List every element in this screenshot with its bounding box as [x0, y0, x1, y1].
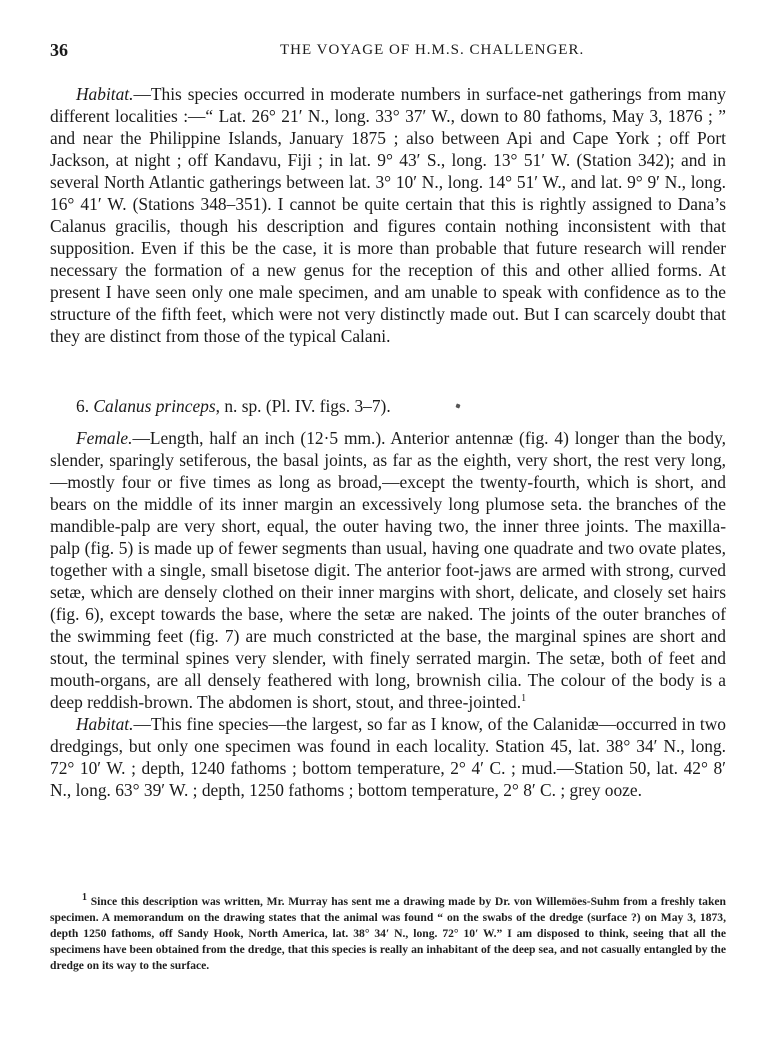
female-lead: Female.: [76, 428, 133, 448]
running-head: THE VOYAGE OF H.M.S. CHALLENGER.: [280, 42, 585, 58]
female-text: —Length, half an inch (12·5 mm.). Anterior antennæ (fig. 4) longer than the body, slender, sparingly setiferous, the basal joints, as far as the eighth, very short, the rest very long,—mostly four or five times as long as broad,—except the twenty-fourth, which is short, and bears on the middle of its inner margin an excessively long plumose seta. the branches of the mandible-palp are very short, equal, the outer having two, the inner three joints. The maxilla-palp (fig. 5) is made up of fewer segments than usual, having one quadrate and two ovate plates, together with a single, small bisetose digit. The anterior foot-jaws are armed with strong, curved setæ, which are densely clothed on their inner margins with short, delicate, and closely set hairs (fig. 6), except towards the base, where the setæ are naked. The joints of the outer branches of the swimming feet (fig. 7) are much constricted at the base, the marginal spines are short and stout, the terminal spines very slender, with finely serrated margin. The setæ, both of feet and mouth-organs, are all densely feathered with long, brownish cilia. The colour of the body is a deep reddish-brown. The abdomen is short, stout, and three-jointed.: [50, 428, 726, 712]
species-designation: , n. sp. (Pl. IV. figs. 3–7).: [215, 396, 391, 416]
body-text: [50, 83, 726, 801]
female-paragraph: [50, 427, 726, 713]
footnote-marker: 1: [82, 892, 87, 904]
page-header: [50, 40, 726, 64]
species-number: 6.: [76, 396, 90, 416]
species-name: Calanus princeps: [93, 396, 216, 416]
habitat-lead: Habitat.: [76, 84, 134, 104]
footnote-text: Since this description was written, Mr. Murray has sent me a drawing made by Dr. von Willemöes-Suhm from a freshly taken specimen. A memorandum on the drawing states that the animal was found “ on the swabs of the dredge (surface ?) on May 3, 1873, depth 1250 fathoms, off Sandy Hook, North America, lat. 38° 34′ N., long. 72° 10′ W.” I am disposed to think, seeing that all the specimens have been obtained from the dredge, that this species is really an inhabitant of the deep sea, and not casually entangled by the dredge on its way to the surface.: [50, 895, 727, 972]
habitat-paragraph: [50, 83, 726, 347]
footnote-reference: 1: [521, 693, 527, 705]
title-spacer: [50, 417, 726, 427]
footnote: [50, 894, 726, 974]
page-number: 36: [50, 40, 68, 60]
habitat-text: —This species occurred in moderate numbers in surface-net gatherings from many different localities :—“ Lat. 26° 21′ N., long. 33° 37′ W., down to 80 fathoms, May 3, 1876 ; ” and near the Philippine Islands, January 1875 ; also between Api and Cape York ; off Port Jackson, at night ; off Kandavu, Fiji ; in lat. 9° 43′ S., long. 13° 51′ W. (Station 342); and in several North Atlantic gatherings between lat. 3° 10′ N., long. 14° 51′ W., and lat. 9° 9′ N., long. 16° 41′ W. (Stations 348–351). I cannot be quite certain that this is rightly assigned to Dana’s Calanus gracilis, though his description and figures contain nothing inconsistent with that supposition. Even if this be the case, it is more than probable that future research will render necessary the formation of a new genus for the reception of this and other allied forms. At present I have seen only one male specimen, and am unable to speak with confidence as to the structure of the fifth feet, which were not very distinctly made out. But I can scarcely doubt that they are distinct from those of the typical Calani.: [50, 84, 726, 346]
footnote-paragraph: [50, 894, 726, 974]
habitat-second-text: —This fine species—the largest, so far as I know, of the Calanidæ—occurred in two dredgings, but only one specimen was found in each locality. Station 45, lat. 38° 34′ N., long. 72° 10′ W. ; depth, 1240 fathoms ; bottom temperature, 2° 4′ C. ; mud.—Station 50, lat. 42° 8′ N., long. 63° 39′ W. ; depth, 1250 fathoms ; bottom temperature, 2° 8′ C. ; grey ooze.: [50, 714, 726, 800]
habitat-second-paragraph: [50, 713, 726, 801]
species-heading: [50, 395, 726, 417]
section-gap: [50, 347, 726, 395]
habitat-second-lead: Habitat.: [76, 714, 134, 734]
